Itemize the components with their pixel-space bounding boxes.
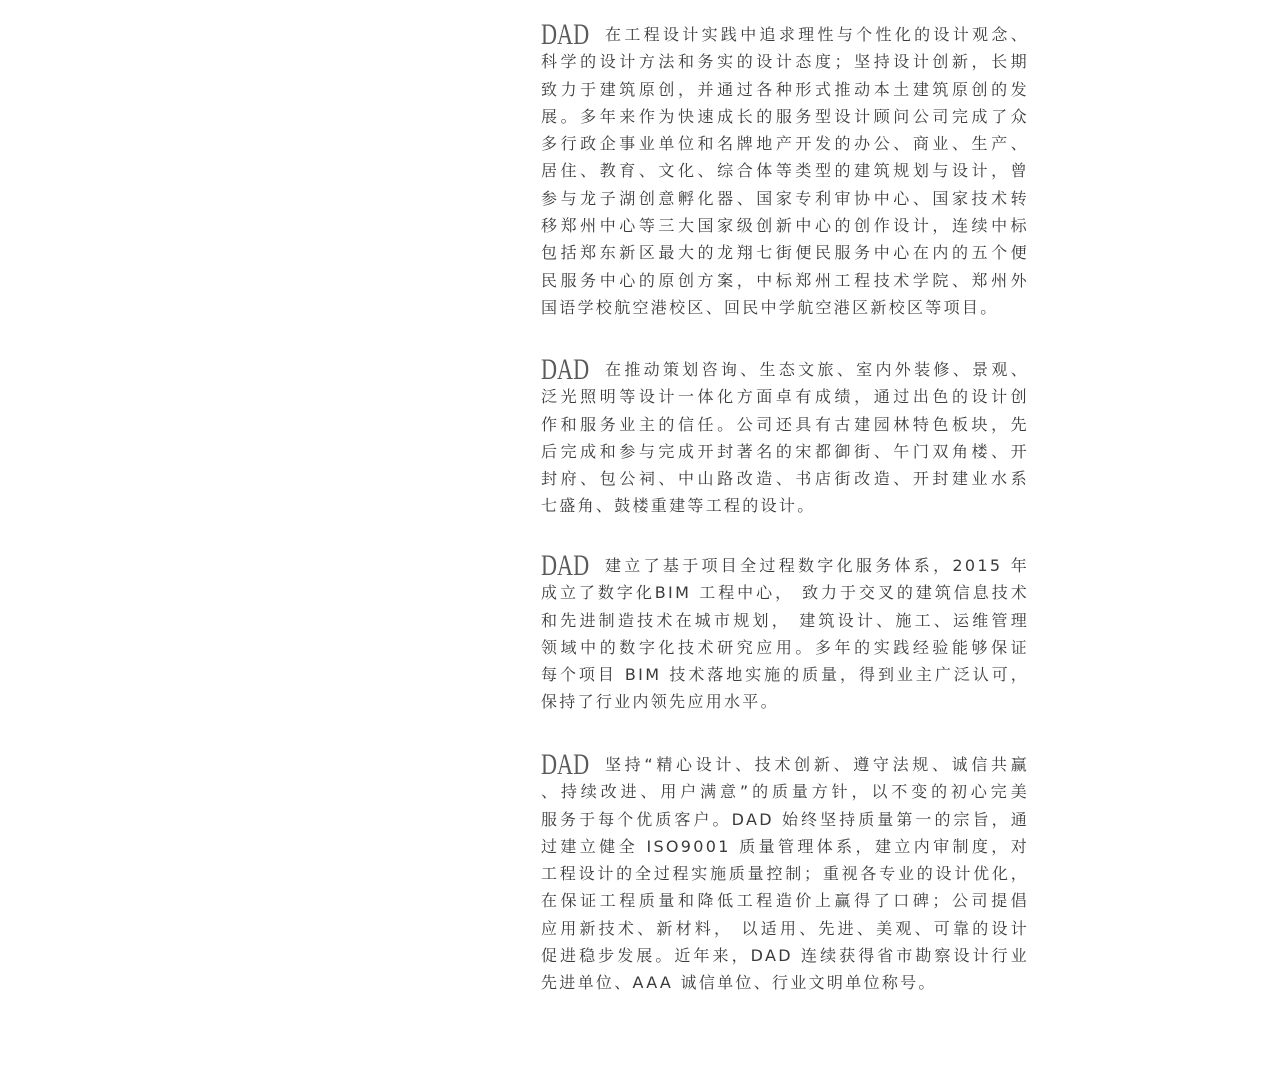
text-line: 每个项目 BIM 技术落地实施的质量，得到业主广泛认可， xyxy=(541,665,1029,685)
intro-paragraph-integrated-design xyxy=(541,353,1029,520)
text-line: 服务于每个优质客户。DAD 始终坚持质量第一的宗旨，通 xyxy=(541,809,1029,829)
text-line: 参与龙子湖创意孵化器、国家专利审协中心、国家技术转 xyxy=(541,188,1029,208)
text-line: 先进单位、AAA 诚信单位、行业文明单位称号。 xyxy=(541,973,937,993)
text-line-content: 坚持“精心设计、技术创新、遵守法规、诚信共赢 xyxy=(605,755,1029,774)
brand-lead: DAD xyxy=(541,748,590,782)
text-line: 促进稳步发展。近年来，DAD 连续获得省市勘察设计行业 xyxy=(541,946,1029,966)
text-line: 包括郑东新区最大的龙翔七街便民服务中心在内的五个便 xyxy=(541,243,1029,263)
text-line: 领域中的数字化技术研究应用。多年的实践经验能够保证 xyxy=(541,637,1029,657)
text-line: 致力于建筑原创，并通过各种形式推动本土建筑原创的发 xyxy=(541,79,1029,99)
text-line-content: 在推动策划咨询、生态文旅、室内外装修、景观、 xyxy=(605,360,1029,379)
brand-lead: DAD xyxy=(541,18,590,52)
text-line: 七盛角、鼓楼重建等工程的设计。 xyxy=(541,496,816,516)
text-line: 工程设计的全过程实施质量控制；重视各专业的设计优化， xyxy=(541,864,1029,884)
text-line-content: 建立了基于项目全过程数字化服务体系，2015 年 xyxy=(605,556,1029,575)
intro-paragraph-design-philosophy xyxy=(541,18,1029,321)
text-line: 科学的设计方法和务实的设计态度；坚持设计创新，长期 xyxy=(541,52,1029,72)
text-line xyxy=(541,748,1029,782)
intro-paragraph-bim-center xyxy=(541,549,1029,716)
text-line: 多行政企事业单位和名牌地产开发的办公、商业、生产、 xyxy=(541,134,1029,154)
text-line: 过建立健全 ISO9001 质量管理体系，建立内审制度，对 xyxy=(541,836,1029,856)
text-line: 成立了数字化BIM 工程中心， 致力于交叉的建筑信息技术 xyxy=(541,583,1029,603)
text-line: 应用新技术、新材料， 以适用、先进、美观、可靠的设计 xyxy=(541,918,1029,938)
text-line: 泛光照明等设计一体化方面卓有成绩，通过出色的设计创 xyxy=(541,387,1029,407)
text-line: 封府、包公祠、中山路改造、书店街改造、开封建业水系 xyxy=(541,469,1029,489)
text-line: 后完成和参与完成开封著名的宋都御街、午门双角楼、开 xyxy=(541,441,1029,461)
text-line xyxy=(541,549,1029,583)
text-line: 民服务中心的原创方案，中标郑州工程技术学院、郑州外 xyxy=(541,270,1029,290)
text-line xyxy=(541,18,1029,52)
text-line: 移郑州中心等三大国家级创新中心的创作设计，连续中标 xyxy=(541,216,1029,236)
brand-lead: DAD xyxy=(541,549,590,583)
text-line xyxy=(541,353,1029,387)
text-line: 居住、教育、文化、综合体等类型的建筑规划与设计，曾 xyxy=(541,161,1029,181)
text-line: 和先进制造技术在城市规划， 建筑设计、施工、运维管理 xyxy=(541,610,1029,630)
text-line: 在保证工程质量和降低工程造价上赢得了口碑；公司提倡 xyxy=(541,891,1029,911)
brand-lead: DAD xyxy=(541,353,590,387)
text-line: 展。多年来作为快速成长的服务型设计顾问公司完成了众 xyxy=(541,106,1029,126)
intro-paragraph-quality-policy xyxy=(541,748,1029,997)
text-line: 、持续改进、用户满意”的质量方针，以不变的初心完美 xyxy=(541,782,1029,802)
text-line: 作和服务业主的信任。公司还具有古建园林特色板块，先 xyxy=(541,414,1029,434)
text-line-content: 在工程设计实践中追求理性与个性化的设计观念、 xyxy=(605,25,1029,44)
text-line: 保持了行业内领先应用水平。 xyxy=(541,692,779,712)
text-line: 国语学校航空港校区、回民中学航空港区新校区等项目。 xyxy=(541,297,999,317)
